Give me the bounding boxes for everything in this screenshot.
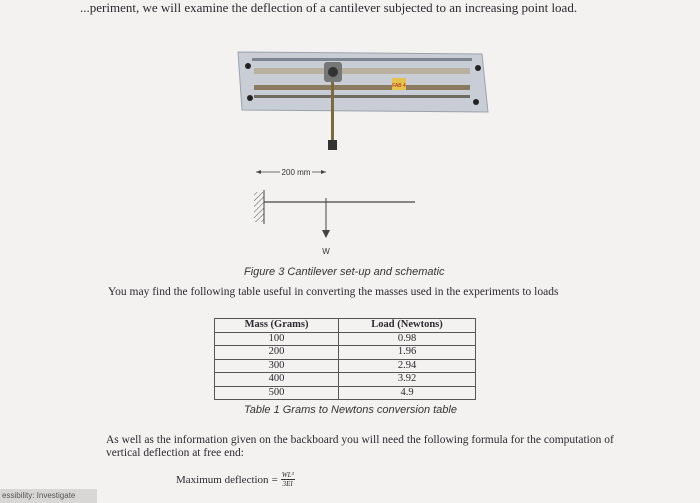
deflection-formula	[176, 471, 295, 488]
accessibility-status[interactable]: essibility: Investigate	[0, 489, 97, 503]
table-row	[215, 386, 476, 400]
figure-caption: Figure 3 Cantilever set-up and schematic	[244, 266, 445, 278]
table-row	[215, 359, 476, 373]
mass-cell: 100	[215, 332, 339, 346]
mass-cell: 500	[215, 386, 339, 400]
formula-numerator: WL³	[281, 471, 294, 479]
table-intro-text: You may find the following table useful in converting the masses used in the experiments to loads	[108, 286, 559, 298]
mass-cell: 200	[215, 346, 339, 360]
formula-equals: =	[271, 473, 278, 486]
mass-cell: 300	[215, 359, 339, 373]
cantilever-schematic	[240, 158, 430, 268]
formula-intro-line2: vertical deflection at free end:	[106, 447, 244, 459]
formula-label: Maximum deflection	[176, 473, 269, 486]
load-cell: 0.98	[339, 332, 476, 346]
load-label: W	[322, 247, 330, 256]
mass-header: Mass (Grams)	[215, 319, 339, 333]
conversion-table	[214, 318, 476, 400]
intro-sentence: ...periment, we will examine the deflection of a cantilever subjected to an increasing point load.	[80, 0, 578, 15]
table-row	[215, 346, 476, 360]
formula-intro-line1: As well as the information given on the backboard you will need the following formula for the computation of	[106, 434, 614, 446]
load-cell: 2.94	[339, 359, 476, 373]
table-caption: Table 1 Grams to Newtons conversion table	[244, 404, 457, 416]
table-row	[215, 373, 476, 387]
load-header: Load (Newtons)	[339, 319, 476, 333]
formula-fraction	[281, 471, 295, 488]
load-cell: 4.9	[339, 386, 476, 400]
rig-sign-text: FAB 4	[392, 83, 406, 89]
cantilever-rig-photo	[232, 40, 492, 150]
load-cell: 3.92	[339, 373, 476, 387]
load-cell: 1.96	[339, 346, 476, 360]
formula-denominator: 3EI	[282, 480, 293, 488]
table-header-row	[215, 319, 476, 333]
dimension-label: 200 mm	[281, 168, 311, 177]
mass-cell: 400	[215, 373, 339, 387]
table-row	[215, 332, 476, 346]
